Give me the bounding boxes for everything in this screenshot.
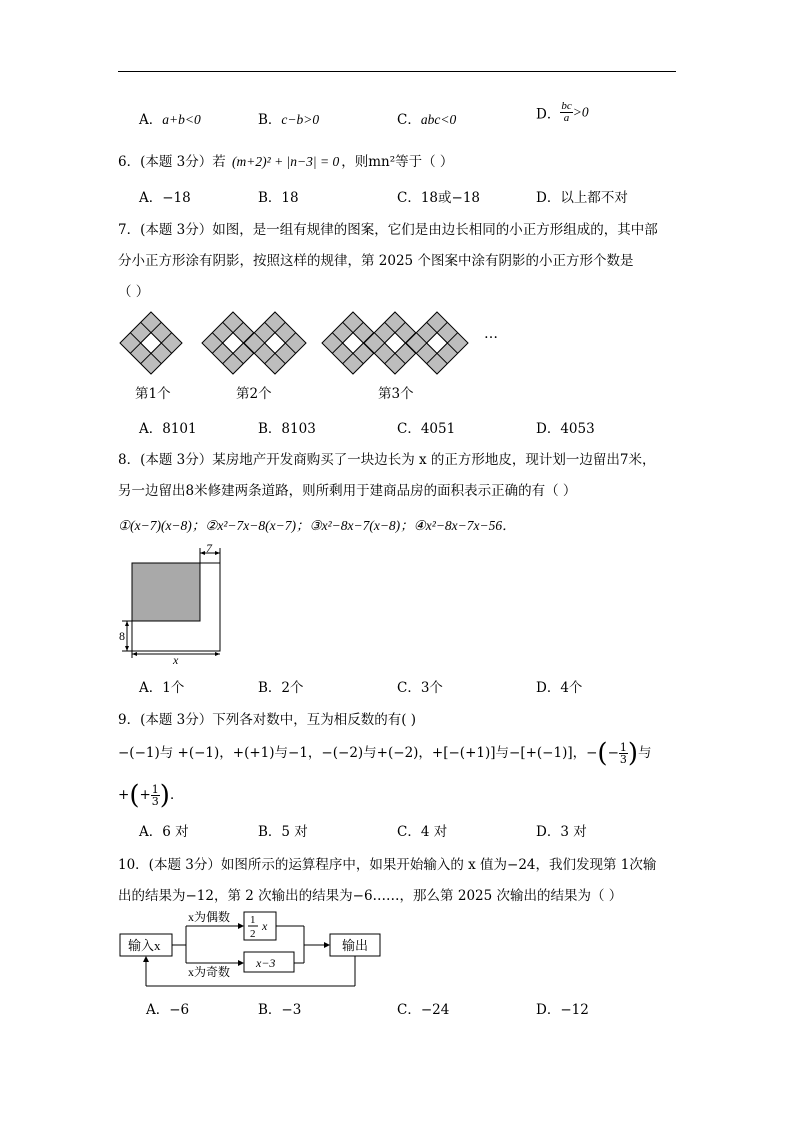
pattern-2 xyxy=(202,312,306,374)
pattern-3 xyxy=(322,312,468,374)
q8-line-1: 8．(本题 3分）某房地产开发商购买了一块边长为 x 的正方形地皮，现计划一边留出7米， xyxy=(118,452,656,468)
header-rule xyxy=(118,71,676,72)
even-label: x为偶数 xyxy=(188,910,231,924)
q9-option-d[interactable]: D．3 对 xyxy=(536,824,587,840)
q5-option-c[interactable]: C．abc<0 xyxy=(397,112,457,128)
half-numerator: 1 xyxy=(250,914,256,926)
fraction-one-third: $\frac{1}{3}$ xyxy=(619,741,627,766)
q10-option-c[interactable]: C．−24 xyxy=(397,1002,450,1018)
q7-line-3: （ ） xyxy=(118,284,150,300)
output-label: 输出 xyxy=(342,938,369,953)
q8-option-a[interactable]: A．1个 xyxy=(139,680,185,696)
q10-option-d[interactable]: D．−12 xyxy=(536,1002,589,1018)
q5-option-a[interactable]: A．a+b<0 xyxy=(139,112,201,128)
q8-option-c[interactable]: C．3个 xyxy=(397,680,443,696)
q8-expressions: ①(x−7)(x−8)；②x²−7x−8(x−7)；③x²−8x−7(x−8)；④x²−8x−7x−56． xyxy=(118,518,516,533)
q10-option-b[interactable]: B．−3 xyxy=(258,1002,302,1018)
q9-line-3: +(+ $\frac{1}{3}$ )． xyxy=(118,780,184,811)
q7-option-c[interactable]: C．4051 xyxy=(397,421,456,437)
q6-option-b[interactable]: B．18 xyxy=(258,190,299,206)
q7-line-1: 7．(本题 3分）如图，是一组有规律的图案，它们是由边长相同的小正方形组成的，其中部 xyxy=(118,222,658,238)
q8-option-d[interactable]: D．4个 xyxy=(536,680,583,696)
q9-option-a[interactable]: A．6 对 xyxy=(139,824,189,840)
q7-option-b[interactable]: B．8103 xyxy=(258,421,316,437)
half-denominator: 2 xyxy=(250,928,256,940)
q10-option-a[interactable]: A．−6 xyxy=(146,1002,190,1018)
fraction-bc-over-a: $\frac{bc}{a}$ xyxy=(561,100,572,124)
q8-line-2: 另一边留出8米修建两条道路，则所剩用于建商品房的面积表示正确的有（ ） xyxy=(118,483,577,499)
q6-option-a[interactable]: A．−18 xyxy=(139,190,191,206)
q5-option-b[interactable]: B．c−b>0 xyxy=(258,112,320,128)
q9-line-1: 9．(本题 3分）下列各对数中，互为相反数的有( ) xyxy=(118,712,417,728)
fraction-one-third-2: $\frac{1}{3}$ xyxy=(151,783,159,808)
q6-stem: 6．(本题 3分）若 (m+2)² + |n−3| = 0 ，则mn²等于（ ） xyxy=(118,154,454,170)
q7-line-2: 分小正方形涂有阴影，按照这样的规律，第 2025 个图案中涂有阴影的小正方形个数是 xyxy=(118,253,634,269)
q9-line-2: −(−1)与 +(−1)，+(+1)与−1，−(−2)与+(−2)，+[−(+1)]与−[+(−1)]，−(− $\frac{1}{3}$ )与 xyxy=(118,738,652,769)
q5-option-d[interactable]: D． $\frac{bc}{a}$ >0 xyxy=(536,100,589,124)
pattern-1 xyxy=(120,312,182,374)
q8-land-figure xyxy=(118,543,228,667)
pattern-label-1: 第1个 xyxy=(135,386,171,402)
pattern-label-2: 第2个 xyxy=(236,386,272,402)
q10-line-1: 10．(本题 3分）如图所示的运算程序中，如果开始输入的 x 值为−24，我们发现第 1次输 xyxy=(118,857,657,873)
q9-option-c[interactable]: C．4 对 xyxy=(397,824,448,840)
q7-pattern-figure xyxy=(118,310,518,376)
q10-flowchart xyxy=(116,906,386,992)
minus3-label: x−3 xyxy=(256,956,276,970)
q9-option-b[interactable]: B．5 对 xyxy=(258,824,308,840)
shaded-area xyxy=(132,563,200,621)
label-x: x xyxy=(173,653,179,667)
label-7: 7 xyxy=(206,543,212,555)
input-label: 输入x xyxy=(128,938,161,953)
q7-option-d[interactable]: D．4053 xyxy=(536,421,595,437)
q6-option-d[interactable]: D．以上都不对 xyxy=(536,190,628,206)
half-var: x xyxy=(262,919,268,933)
q7-option-a[interactable]: A．8101 xyxy=(139,421,197,437)
pattern-label-3: 第3个 xyxy=(378,386,414,402)
q10-line-2: 出的结果为−12，第 2 次输出的结果为−6……，那么第 2025 次输出的结果为（ ） xyxy=(118,888,623,904)
q8-option-b[interactable]: B．2个 xyxy=(258,680,304,696)
odd-label: x为奇数 xyxy=(188,965,231,979)
q6-option-c[interactable]: C．18或−18 xyxy=(397,190,481,206)
label-8: 8 xyxy=(119,629,125,643)
pattern-ellipsis: … xyxy=(484,326,498,342)
